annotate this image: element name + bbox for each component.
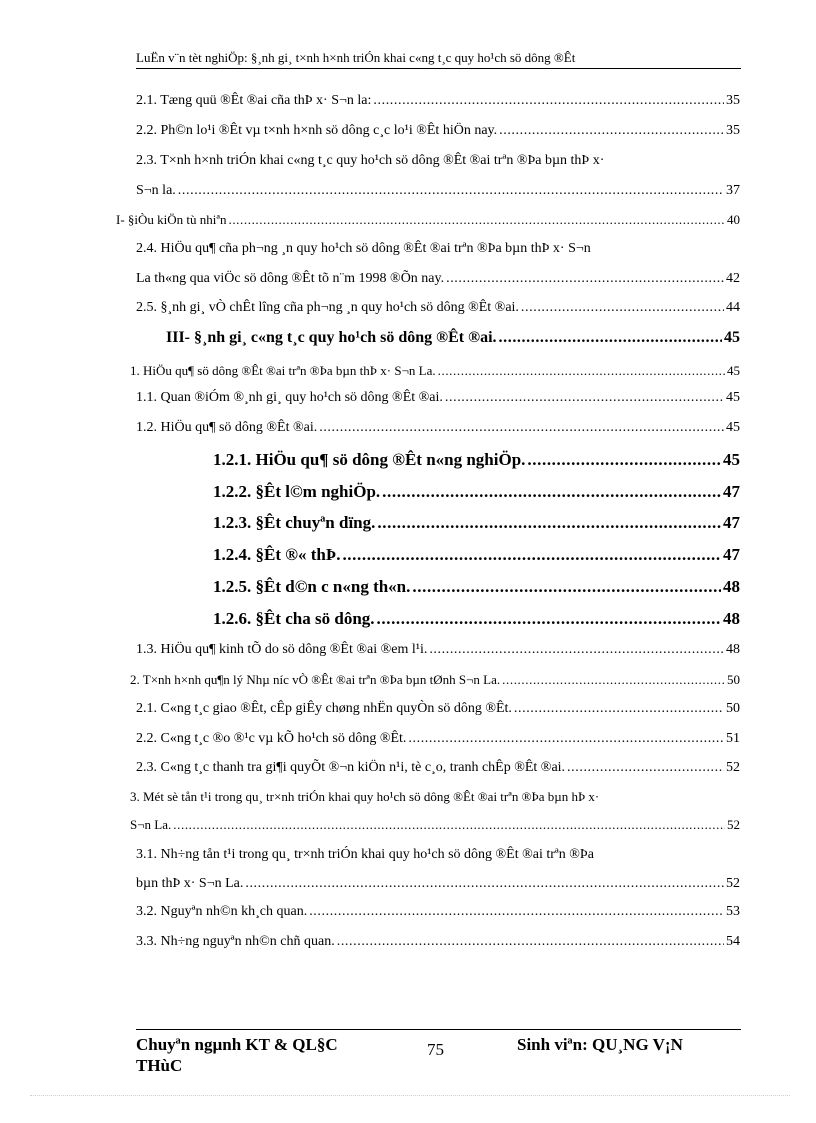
leader-dots	[429, 637, 724, 663]
toc-entry-text: 1.2.4. §Êt ®« thÞ.	[213, 545, 341, 564]
toc-entry-text: 3.3. Nh÷ng nguyªn nh©n chñ quan.	[136, 934, 335, 949]
toc-page-number: 52	[727, 817, 740, 832]
leader-dots	[514, 696, 724, 722]
toc-entry-text: La th«ng qua viÖc sö dông ®Êt tõ n¨m 1998 ®Õn nay.	[136, 271, 445, 286]
leader-dots	[412, 574, 721, 600]
toc-entry-text: 2.5. §¸nh gi¸ vÒ chÊt lîng cña ph¬ng ¸n quy ho¹ch sö dông ®Êt ®ai.	[136, 300, 519, 315]
leader-dots	[337, 929, 724, 955]
toc-entry-text: 1.1. Quan ®iÓm ®¸nh gi¸ quy ho¹ch sö dông ®Êt ®ai.	[136, 390, 443, 405]
toc-page-number: 37	[726, 183, 740, 198]
toc-entry	[136, 726, 740, 752]
toc-entry	[136, 899, 740, 925]
toc-entry-text: 1.2.2. §Êt l©m nghiÖp.	[213, 482, 381, 501]
page-bottom-border	[30, 1095, 790, 1096]
footer-rule	[136, 1029, 741, 1030]
toc-entry-text: 2.1. C«ng t¸c giao ®Êt, cÊp giÊy chøng nhËn quyÒn sö dông ®Êt.	[136, 701, 512, 716]
toc-page-number: 47	[723, 545, 740, 564]
leader-dots	[373, 88, 724, 114]
toc-entry-text: 1.2.6. §Êt cha sö dông.	[213, 609, 375, 628]
toc-entry-text: bµn thÞ x· S¬n La.	[136, 876, 244, 891]
toc-entry	[213, 479, 740, 505]
toc-entry	[213, 574, 740, 600]
toc-page-number: 45	[727, 363, 740, 378]
toc-entry-text: S¬n la.	[136, 183, 176, 198]
toc-page-number: 48	[726, 642, 740, 657]
toc-page-number: 52	[726, 876, 740, 891]
toc-page-number: 47	[723, 482, 740, 501]
toc-entry-text: I- §iÒu kiÖn tù nhiªn	[116, 212, 227, 227]
leader-dots	[499, 118, 724, 144]
toc-page-number: 52	[726, 760, 740, 775]
toc-page-number: 35	[726, 123, 740, 138]
toc-entry-text: 3.1. Nh÷ng tån t¹i trong qu¸ tr×nh triÓn khai quy ho¹ch sö dông ®Êt ®ai trªn ®Þa	[136, 847, 594, 862]
toc-entry-text: 2. T×nh h×nh qu¶n lý Nhµ níc vÒ ®Êt ®ai trªn ®Þa bµn tØnh S¬n La.	[130, 672, 501, 687]
toc-entry-text: III- §¸nh gi¸ c«ng t¸c quy ho¹ch sö dông ®Êt ®ai.	[166, 329, 497, 346]
toc-entry	[136, 118, 740, 144]
leader-dots	[377, 510, 721, 536]
toc-entry-text: 1.3. HiÖu qu¶ kinh tÕ do sö dông ®Êt ®ai ®em l¹i.	[136, 642, 428, 657]
leader-dots	[377, 606, 721, 632]
toc-entry-text: 1.2.3. §Êt chuyªn dïng.	[213, 513, 376, 532]
leader-dots	[342, 542, 721, 568]
toc-entry	[136, 88, 740, 114]
toc-entry	[136, 385, 740, 411]
toc-page-number: 44	[726, 300, 740, 315]
toc-entry-text: 2.3. C«ng t¸c thanh tra gi¶i quyÕt ®¬n kiÖn n¹i, tè c¸o, tranh chÊp ®Êt ®ai.	[136, 760, 566, 775]
leader-dots	[446, 266, 724, 292]
leader-dots	[521, 295, 724, 321]
toc-entry	[136, 755, 740, 781]
toc-page-number: 53	[726, 904, 740, 919]
toc-entry-text: 3. Mét sè tån t¹i trong qu¸ tr×nh triÓn khai quy ho¹ch sö dông ®Êt ®ai trªn ®Þa bµn hÞ x·	[130, 789, 600, 804]
toc-entry-text: 2.2. C«ng t¸c ®o ®¹c vµ kÕ ho¹ch sö dông ®Êt.	[136, 731, 407, 746]
leader-dots	[309, 899, 724, 925]
toc-entry-text: 2.4. HiÖu qu¶ cña ph¬ng ¸n quy ho¹ch sö dông ®Êt ®ai trªn ®Þa bµn thÞ x· S¬n	[136, 241, 591, 256]
toc-entry	[213, 606, 740, 632]
toc-page-number: 45	[726, 390, 740, 405]
toc-page-number: 48	[723, 577, 740, 596]
toc-entry	[213, 447, 740, 473]
toc-entry	[136, 415, 740, 441]
toc-entry-text: 1. HiÖu qu¶ sö dông ®Êt ®ai trªn ®Þa bµn thÞ x· S¬n La.	[130, 363, 436, 378]
toc-entry	[130, 358, 740, 384]
leader-dots	[502, 667, 725, 693]
toc-entry	[136, 178, 740, 204]
leader-dots	[438, 358, 725, 384]
toc-entry	[136, 871, 740, 897]
toc-entry-text: 3.2. Nguyªn nh©n kh¸ch quan.	[136, 904, 308, 919]
toc-page-number: 48	[723, 609, 740, 628]
toc-page-number: 40	[727, 212, 740, 227]
toc-page-number: 45	[726, 420, 740, 435]
toc-entry-text: 2.1. Tæng quü ®Êt ®ai cña thÞ x· S¬n la:	[136, 93, 372, 108]
toc-page-number: 47	[723, 513, 740, 532]
toc-entry-text: 2.2. Ph©n lo¹i ®Êt vµ t×nh h×nh sö dông c¸c lo¹i ®Êt hiÖn nay.	[136, 123, 498, 138]
toc-entry	[136, 929, 740, 955]
toc-entry	[136, 637, 740, 663]
toc-page-number: 51	[726, 731, 740, 746]
running-header: LuËn v¨n tèt nghiÖp: §¸nh gi¸ t×nh h×nh triÓn khai c«ng t¸c quy ho¹ch sö dông ®Êt	[136, 50, 576, 65]
toc-page-number: 45	[724, 329, 740, 346]
toc-page-number: 45	[723, 450, 740, 469]
toc-entry-text: S¬n La.	[130, 817, 172, 832]
toc-entry	[213, 542, 740, 568]
toc-entry	[166, 325, 740, 351]
toc-entry-text: 1.2.5. §Êt d©n c n«ng th«n.	[213, 577, 411, 596]
footer-major: Chuyªn ngµnh KT & QL§C	[136, 1035, 338, 1054]
leader-dots	[567, 755, 724, 781]
toc-entry	[213, 510, 740, 536]
leader-dots	[228, 207, 725, 233]
toc-page-number: 50	[727, 672, 740, 687]
toc-entry	[136, 696, 740, 722]
toc-entry	[136, 295, 740, 321]
toc-page-number: 35	[726, 93, 740, 108]
toc-page-number: 54	[726, 934, 740, 949]
page-number: 75	[427, 1040, 444, 1059]
footer-major-continued: THùC	[136, 1056, 183, 1075]
leader-dots	[445, 385, 724, 411]
toc-page-number: 50	[726, 701, 740, 716]
toc-entry-text: 2.3. T×nh h×nh triÓn khai c«ng t¸c quy ho¹ch sö dông ®Êt ®ai trªn ®Þa bµn thÞ x·	[136, 153, 605, 168]
toc-page-number: 42	[726, 271, 740, 286]
leader-dots	[382, 479, 721, 505]
leader-dots	[527, 447, 721, 473]
leader-dots	[245, 871, 724, 897]
leader-dots	[319, 415, 724, 441]
toc-entry-text: 1.2.1. HiÖu qu¶ sö dông ®Êt n«ng nghiÖp.	[213, 450, 526, 469]
toc-entry	[136, 266, 740, 292]
toc-entry	[130, 812, 740, 838]
leader-dots	[173, 812, 725, 838]
toc-entry	[116, 207, 740, 233]
leader-dots	[408, 726, 724, 752]
leader-dots	[499, 325, 722, 351]
toc-entry	[130, 667, 740, 693]
toc-entry-text: 1.2. HiÖu qu¶ sö dông ®Êt ®ai.	[136, 420, 318, 435]
footer-student: Sinh viªn: QU¸NG V¡N	[517, 1035, 683, 1054]
leader-dots	[178, 178, 724, 204]
